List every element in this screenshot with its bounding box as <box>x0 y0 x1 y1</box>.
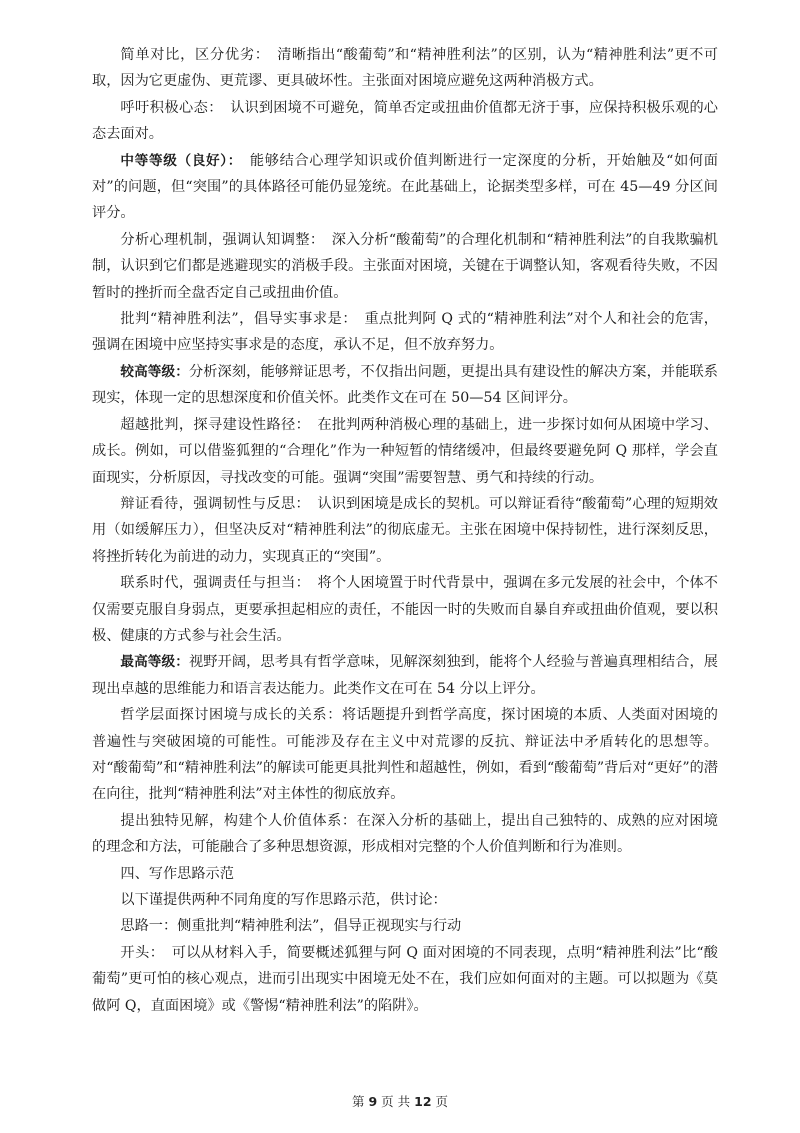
paragraph <box>92 570 718 649</box>
subheading <box>92 913 718 939</box>
paragraph-lead: 开头： <box>120 944 165 961</box>
footer-prefix: 第 <box>351 1094 365 1109</box>
paragraph <box>92 95 718 148</box>
paragraph-text: 以下谨提供两种不同角度的写作思路示范，供讨论： <box>120 892 447 908</box>
paragraph-text: 将话题提升到哲学高度，探讨困境的本质、人类面对困境的普遍性与突破困境的可能性。可能涉及存在主义中对荒谬的反抗、辩证法中矛盾转化的思想等。对“酸葡萄”和“精神胜利法”的解读可能更具批判性和超越性，例如，看到“酸葡萄”背后对“更好”的潜在向往，批判“精神胜利法”对主体性的彻底放弃。 <box>92 707 718 803</box>
paragraph <box>92 887 718 913</box>
paragraph <box>92 491 718 570</box>
paragraph <box>92 227 718 306</box>
paragraph <box>92 940 718 1019</box>
paragraph-lead: 超越批判，探寻建设性路径： <box>120 416 311 433</box>
paragraph-lead: 联系时代，强调责任与担当： <box>120 575 311 592</box>
section-heading <box>92 861 718 887</box>
paragraph-lead: 辩证看待，强调韧性与反思： <box>120 495 311 512</box>
grade-paragraph <box>92 148 718 227</box>
subheading-text: 思路一：侧重批判“精神胜利法”，倡导正视现实与行动 <box>120 918 462 935</box>
paragraph-text: 将个人困境置于时代背景中，强调在多元发展的社会中，个体不仅需要克服自身弱点，更要承担起相应的责任，不能因一时的失败而自暴自弃或扭曲价值观，要以积极、健康的方式参与社会生活。 <box>92 575 718 644</box>
paragraph-lead: 提出独特见解，构建个人价值体系： <box>120 812 357 829</box>
footer-suffix: 页 <box>435 1094 449 1109</box>
section-heading-text: 四、写作思路示范 <box>120 865 234 882</box>
grade-paragraph <box>92 649 718 702</box>
paragraph <box>92 42 718 95</box>
paragraph-text: 深入分析“酸葡萄”的合理化机制和“精神胜利法”的自我欺骗机制，认识到它们都是逃避现实的消极手段。主张面对困境，关键在于调整认知，客观看待失败，不因暂时的挫折而全盘否定自己或扭曲价值。 <box>92 231 718 301</box>
paragraph-text: 重点批判阿 Q 式的“精神胜利法”对个人和社会的危害，强调在困境中应坚持实事求是的态度，承认不足，但不放弃努力。 <box>92 311 718 354</box>
paragraph-lead: 哲学层面探讨困境与成长的关系： <box>120 707 342 724</box>
paragraph <box>92 702 718 808</box>
paragraph-text: 在深入分析的基础上，提出自己独特的、成熟的应对困境的理念和方法，可能融合了多种思想资源，形成相对完整的个人价值判断和行为准则。 <box>92 812 718 856</box>
paragraph-lead: 分析心理机制，强调认知调整： <box>120 231 325 248</box>
paragraph-text: 在批判两种消极心理的基础上，进一步探讨如何从困境中学习、成长。例如，可以借鉴狐狸的“合理化”作为一种短暂的情绪缓冲，但最终要避免阿 Q 那样，学会直面现实，分析原因，寻找改变的可能。强调“突围”需要智慧、勇气和持续的行动。 <box>92 416 718 486</box>
grade-heading: 最高等级： <box>120 654 189 671</box>
paragraph-text: 认识到困境是成长的契机。可以辩证看待“酸葡萄”心理的短期效用（如缓解压力），但坚决反对“精神胜利法”的彻底虚无。主张在困境中保持韧性，进行深刻反思，将挫折转化为前进的动力，实现真正的“突围”。 <box>92 495 718 565</box>
paragraph-text: 分析深刻，能够辩证思考，不仅指出问题，更提出具有建设性的解决方案，并能联系现实，体现一定的思想深度和价值关怀。此类作文在可在 50—54 区间评分。 <box>92 363 718 407</box>
paragraph <box>92 808 718 861</box>
paragraph-text: 视野开阔，思考具有哲学意味，见解深刻独到，能将个人经验与普遍真理相结合，展现出卓越的思维能力和语言表达能力。此类作文在可在 54 分以上评分。 <box>92 654 718 697</box>
paragraph <box>92 412 718 491</box>
paragraph-lead: 呼吁积极心态： <box>120 99 223 116</box>
paragraph-text: 认识到困境不可避免，简单否定或扭曲价值都无济于事，应保持积极乐观的心态去面对。 <box>92 99 718 143</box>
page-footer <box>0 1092 800 1110</box>
grade-heading: 中等等级（良好）： <box>120 152 243 169</box>
document-body <box>92 42 718 1019</box>
paragraph-text: 可以从材料入手，简要概述狐狸与阿 Q 面对困境的不同表现，点明“精神胜利法”比“酸葡萄”更可怕的核心观点，进而引出现实中困境无处不在，我们应如何面对的主题。可以拟题为《莫做阿 Q，直面困境》或《警惕“精神胜利法”的陷阱》。 <box>92 944 718 1014</box>
paragraph-text: 能够结合心理学知识或价值判断进行一定深度的分析，开始触及“如何面对”的问题，但“突围”的具体路径可能仍显笼统。在此基础上，论据类型多样，可在 45—49 分区间评分。 <box>92 152 718 222</box>
paragraph-lead: 简单对比，区分优劣： <box>120 47 270 63</box>
current-page-number: 9 <box>368 1094 378 1109</box>
paragraph-lead: 批判“精神胜利法”，倡导实事求是： <box>120 311 358 328</box>
grade-heading: 较高等级： <box>120 363 189 380</box>
grade-paragraph <box>92 359 718 412</box>
paragraph <box>92 306 718 359</box>
footer-middle: 页 共 <box>381 1094 411 1109</box>
paragraph-text: 清晰指出“酸葡萄”和“精神胜利法”的区别，认为“精神胜利法”更不可取，因为它更虚伪、更荒谬、更具破坏性。主张面对困境应避免这两种消极方式。 <box>92 47 718 90</box>
total-page-number: 12 <box>414 1094 432 1109</box>
